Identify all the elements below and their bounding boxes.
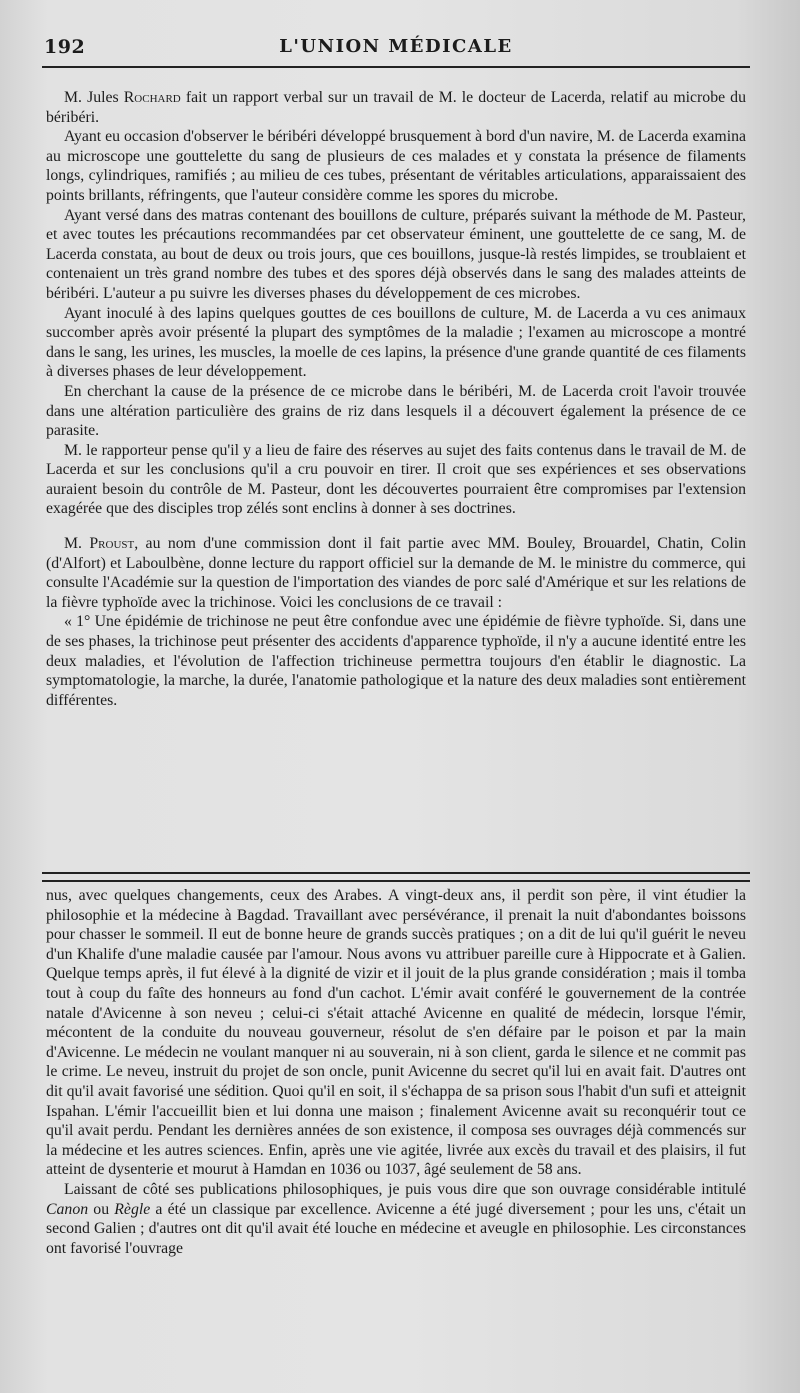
paragraph-text: a été un classique par excellence. Avicenne a été jugé diversement ; pour les uns, c'était un second Galien ; d'autres ont dit qu'il avait été louche en médecine et aveugle en philosophie. Les circonstances ont favorisé l'ouvrage [46, 1200, 746, 1257]
running-header [40, 34, 752, 64]
paragraph: Ayant inoculé à des lapins quelques gouttes de ces bouillons de culture, M. de Lacerda a vu ces animaux succomber après avoir présenté la plupart des symptômes de la maladie ; l'examen au microscope a montré dans le sang, les urines, les muscles, la moelle de ces lapins, la présence d'une grande quantité de ces filaments à diverses phases de leur développement. [46, 304, 746, 381]
paragraph-text: , au nom d'une commission dont il fait partie avec MM. Bouley, Brouardel, Chatin, Colin (d'Alfort) et Laboulbène, donne lecture du rapport officiel sur la demande de M. le ministre du commerce, qui consulte l'Académie sur la question de l'importation des viandes de porc salé d'Amérique et sur les relations de la fièvre typhoïde avec la trichinose. Voici les conclusions de ce travail : [46, 535, 746, 611]
feuilleton-separator [42, 872, 750, 882]
speaker-prefix: M. Jules [64, 89, 124, 106]
paragraph: En cherchant la cause de la présence de ce microbe dans le béribéri, M. de Lacerda croit l'avoir trouvée dans une altération particulière des grains de riz dans lesquels il a découvert également la présence de ce parasite. [46, 382, 746, 440]
page-number: 192 [44, 36, 86, 58]
paragraph-text: Laissant de côté ses publications philosophiques, je puis vous dire que son ouvrage considérable intitulé [64, 1180, 746, 1198]
header-rule [42, 66, 750, 68]
paragraph: Ayant eu occasion d'observer le béribéri développé brusquement à bord d'un navire, M. de Lacerda examina au microscope une gouttelette du sang de plusieurs de ces malades et y constata la présence de filaments longs, cylindriques, ramifiés ; au milieu de ces tubes, présentant de véritables articulations, apparaissaient des points brillants, réfringents, que l'auteur considère comme les spores du microbe. [46, 128, 746, 204]
paragraph [46, 88, 746, 127]
paragraph-text: ou [88, 1200, 115, 1218]
speaker-name: Rochard [123, 89, 181, 106]
paragraph: « 1° Une épidémie de trichinose ne peut être confondue avec une épidémie de fièvre typhoïde. Si, dans une de ses phases, la trichinose peut présenter des accidents d'apparence typhoïde, il n'y a aucune identité entre les deux maladies, et l'évolution de l'affection trichineuse permettra toujours d'en établir le diagnostic. La symptomatologie, la marche, la durée, l'anatomie pathologique et la nature des deux maladies sont entièrement différentes. [46, 613, 746, 709]
speaker-prefix: M. [64, 535, 90, 553]
paragraph [46, 534, 746, 612]
paragraph-text: fait un rapport verbal sur un travail de M. le docteur de Lacerda, relatif au microbe du béribéri. [46, 89, 746, 126]
speaker-name: Proust [89, 535, 135, 553]
paragraph: M. le rapporteur pense qu'il y a lieu de faire des réserves au sujet des faits contenus dans le travail de M. de Lacerda et sur les conclusions qu'il a cru pouvoir en tirer. Il croit que ses expériences et ses observations auraient besoin du contrôle de M. Pasteur, dont les découvertes pourraient être compromises par l'extension exagérée que des disciples trop zélés sont enclins à donner à ses doctrines. [46, 441, 746, 518]
journal-title: L'UNION MÉDICALE [279, 36, 513, 57]
italic-title: Règle [114, 1200, 151, 1218]
feuilleton-column [46, 886, 746, 1258]
paragraph: nus, avec quelques changements, ceux des Arabes. A vingt-deux ans, il perdit son père, il vint étudier la philosophie et la médecine à Bagdad. Travaillant avec persévérance, il prenait la nuit d'abondantes boissons pour chasser le sommeil. Il eut de bonne heure de grands succès pratiques ; on a dit de lui qu'il guérit le neveu d'un Khalife d'une maladie causée par l'amour. Nous avons vu attribuer pareille cure à Hippocrate et à Galien. Quelque temps après, il fut élevé à la dignité de vizir et il jouit de la plus grande considération ; mais il tomba tout à coup du faîte des honneurs au fond d'un cachot. L'émir avait conféré le gouvernement de la contrée natale d'Avicenne à son neveu ; celui-ci s'était attaché Avicenne en qualité de médecin, lorsque l'émir, mécontent de la conduite du nouveau gouverneur, résolut de s'en défaire par le poison et par la main d'Avicenne. Le médecin ne voulant manquer ni au souverain, ni à son client, garda le silence et ne commit pas le crime. Le neveu, instruit du projet de son oncle, punit Avicenne du secret qu'il lui en avait fait. D'autres ont dit qu'il avait favorisé une sédition. Quoi qu'il en soit, il s'échappa de sa prison sous l'habit d'un sufi et atteignit Ispahan. L'émir l'accueillit bien et lui donna une maison ; finalement Avicenne avait su reconquérir tout ce qu'il avait perdu. Pendant les dernières années de son existence, il composa ses ouvrages déjà commencés sur la médecine et les autres sciences. Enfin, après une vie agitée, livrée aux excès du travail et des plaisirs, il fut atteint de dysenterie et mourut à Hamdan en 1036 ou 1037, âgé seulement de 58 ans. [46, 887, 746, 1179]
italic-title: Canon [46, 1200, 89, 1218]
paragraph: Ayant versé dans des matras contenant des bouillons de culture, préparés suivant la méthode de M. Pasteur, et avec toutes les précautions recommandées par cet observateur éminent, une gouttelette de ce sang, M. de Lacerda constata, au bout de deux ou trois jours, que ces bouillons, jusque-là restés limpides, se troublaient et contenaient un très grand nombre des tubes et des spores déjà observés dans le sang des malades atteints de béribéri. L'auteur a pu suivre les diverses phases du développement de ces microbes. [46, 206, 746, 302]
academy-report-column [46, 88, 746, 710]
paragraph [46, 1180, 746, 1258]
